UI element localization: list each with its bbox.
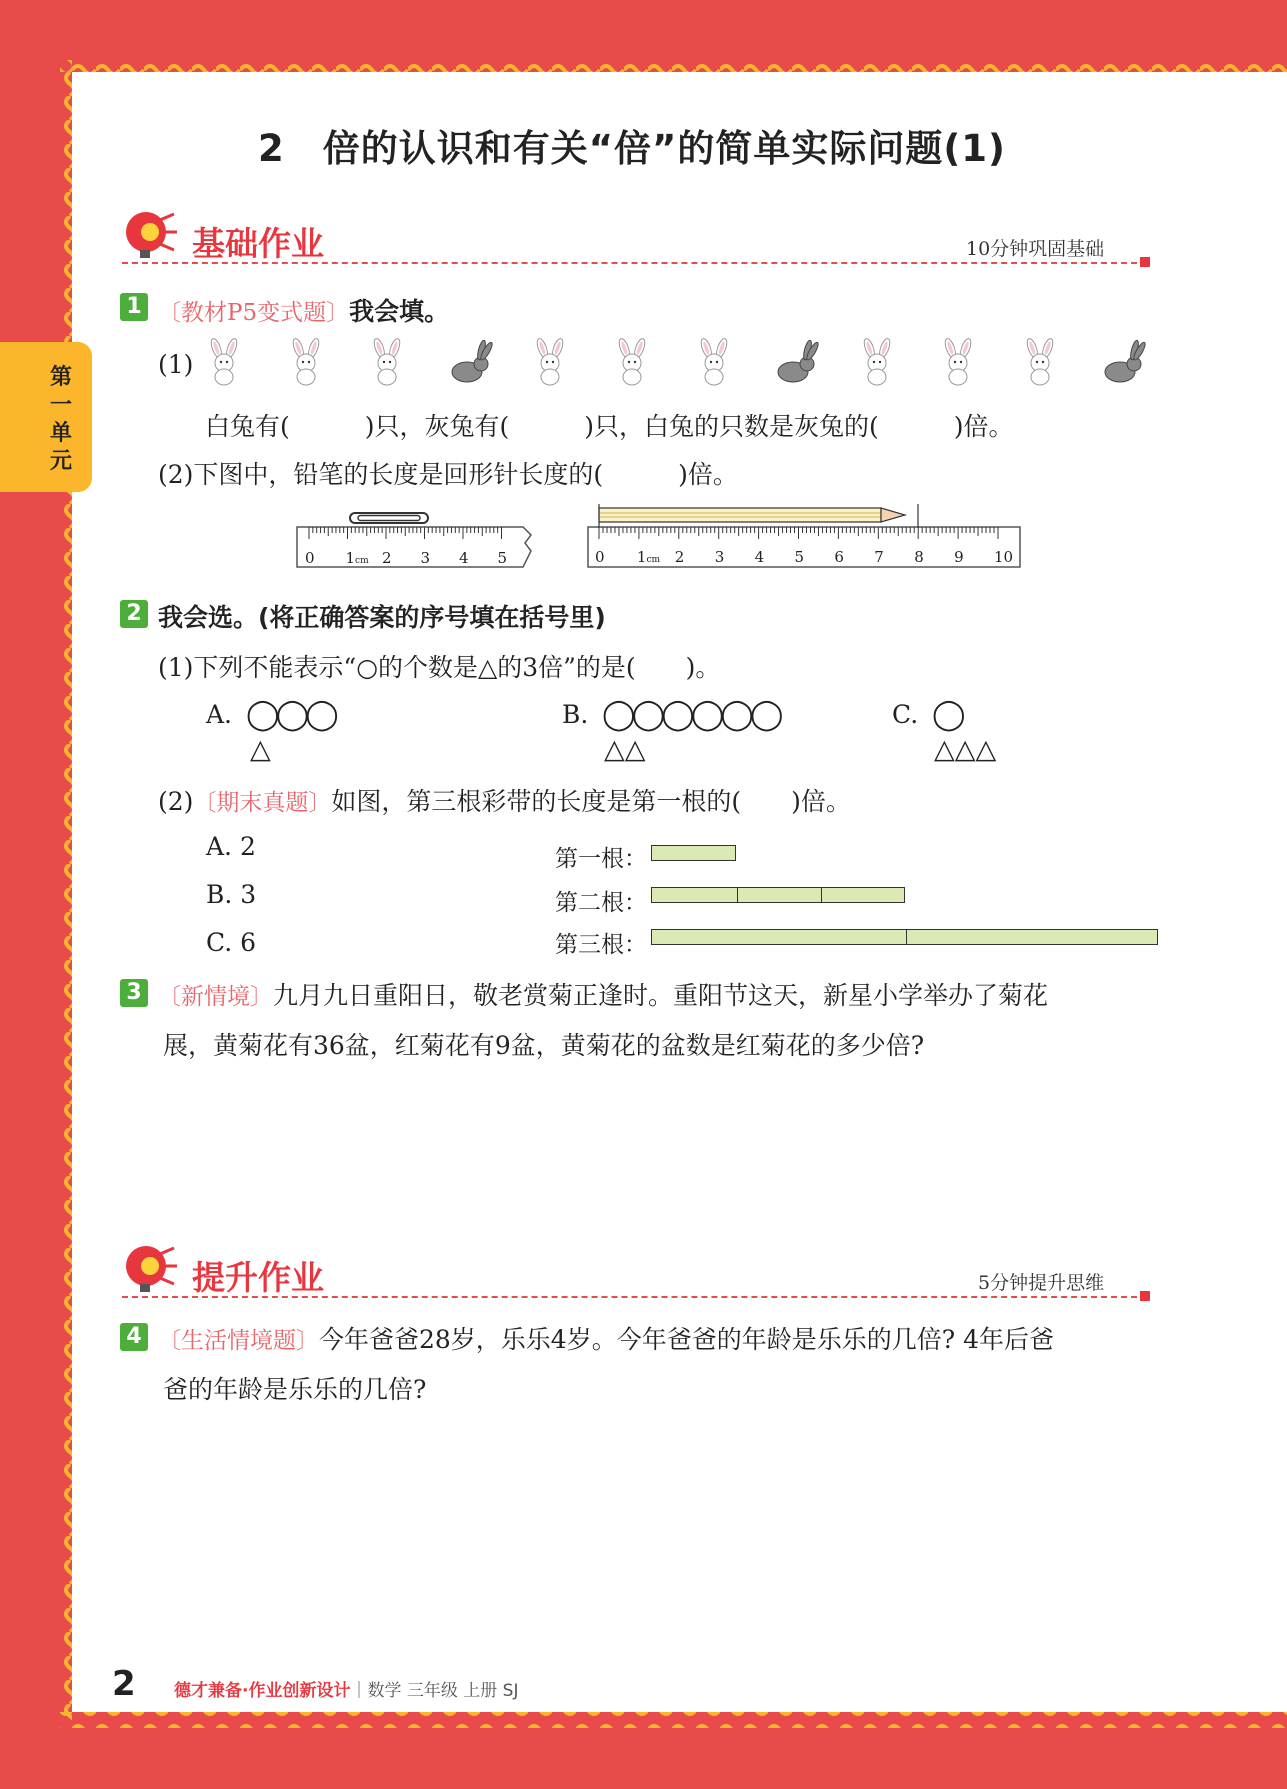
lamp-icon	[120, 1244, 178, 1296]
footer-book-info: ｜数学 三年级 上册 SJ	[350, 1681, 519, 1701]
question-2-badge: 2	[120, 600, 148, 628]
q1-part2-text: (2)下图中，铅笔的长度是回形针长度的( )倍。	[158, 460, 738, 489]
section-advanced-divider	[122, 1296, 1147, 1298]
unit-tab-label: 第一单元	[50, 365, 73, 474]
ruler-tick-label: 5	[794, 548, 805, 566]
gray-rabbit-icon	[445, 338, 493, 386]
divider-end-marker	[1140, 257, 1150, 267]
gray-rabbit-icon	[771, 338, 819, 386]
ruler-tick-label: 1cm	[345, 549, 369, 567]
ribbon-2-label: 第二根：	[555, 890, 647, 916]
ruler-tick-label: 3	[714, 548, 725, 566]
q2-part2-tag: 〔期末真题〕	[193, 790, 332, 816]
ruler-tick-label: 6	[834, 548, 844, 566]
question-4-badge: 4	[120, 1323, 148, 1351]
ribbon-divider	[906, 930, 907, 944]
ruler-tick-label: 5	[497, 549, 508, 567]
footer-info	[174, 1676, 519, 1701]
option-a-circles: ◯◯◯	[246, 697, 335, 732]
q2-part2-label: (2)	[158, 787, 194, 816]
ruler-with-pencil	[587, 502, 1022, 570]
ribbon-2-bar	[651, 887, 905, 903]
question-2-prompt: 我会选。(将正确答案的序号填在括号里)	[158, 603, 606, 632]
paperclip-icon	[350, 513, 428, 523]
ruler-tick-label: 0	[305, 549, 315, 567]
ribbon-1-label: 第一根：	[555, 846, 647, 872]
option-b-label: B.	[562, 700, 589, 729]
white-rabbit-icon	[934, 338, 982, 386]
ruler-tick-label: 4	[754, 548, 765, 566]
choice-b: B. 3	[206, 880, 257, 909]
option-c-label: C.	[892, 700, 919, 729]
rabbit-row	[200, 338, 1160, 388]
white-rabbit-icon	[200, 338, 248, 386]
footer-brand: 德才兼备·作业创新设计	[174, 1681, 351, 1701]
section-basic-note: 10分钟巩固基础	[966, 238, 1105, 260]
question-4-line2: 爸的年龄是乐乐的几倍?	[163, 1375, 427, 1404]
lamp-icon	[120, 210, 178, 262]
option-c-triangles: △△△	[934, 734, 997, 765]
option-c-circles: ◯	[932, 697, 966, 732]
ruler-tick-label: 0	[595, 548, 605, 566]
question-3-badge: 3	[120, 979, 148, 1007]
question-3-line2: 展，黄菊花有36盆，红菊花有9盆，黄菊花的盆数是红菊花的多少倍?	[163, 1031, 925, 1060]
question-1-tag: 〔教材P5变式题〕	[158, 300, 350, 326]
white-rabbit-icon	[282, 338, 330, 386]
question-1-prompt	[158, 292, 449, 328]
page-title: 2 倍的认识和有关“倍”的简单实际问题(1)	[258, 127, 1006, 170]
pencil-icon	[599, 504, 918, 528]
option-b-triangles: △△	[604, 734, 646, 765]
choice-c: C. 6	[206, 928, 257, 957]
option-a-triangles: △	[250, 734, 271, 765]
q2-part2	[158, 782, 851, 818]
question-4-line1	[158, 1320, 1054, 1356]
white-rabbit-icon	[363, 338, 411, 386]
ruler-tick-label: 2	[382, 549, 392, 567]
question-1-text: 我会填。	[349, 297, 450, 326]
section-basic-title: 基础作业	[192, 224, 324, 263]
question-3-line1	[158, 976, 1048, 1012]
white-rabbit-icon	[690, 338, 738, 386]
q2-part2-text: 如图，第三根彩带的长度是第一根的( )倍。	[331, 787, 851, 816]
q1-part1-label: (1)	[158, 350, 194, 379]
ruler-tick-label: 1cm	[636, 548, 661, 566]
q2-part1-text: (1)下列不能表示“○的个数是△的3倍”的是( )。	[158, 653, 721, 682]
ruler-tick-label: 9	[954, 548, 964, 566]
page-number: 2	[112, 1664, 136, 1704]
ribbon-3-bar	[651, 929, 1158, 945]
ruler-tick-label: 10	[994, 548, 1014, 566]
ruler-tick-label: 2	[674, 548, 685, 566]
ruler-tick-label: 8	[914, 548, 924, 566]
white-rabbit-icon	[608, 338, 656, 386]
white-rabbit-icon	[853, 338, 901, 386]
section-basic-divider	[122, 262, 1147, 264]
question-4-tag: 〔生活情境题〕	[158, 1328, 319, 1354]
question-3-text1: 九月九日重阳日，敬老赏菊正逢时。重阳节这天，新星小学举办了菊花	[273, 981, 1049, 1010]
ribbon-1-bar	[651, 845, 736, 861]
ruler-with-paperclip	[295, 505, 535, 570]
divider-end-marker	[1140, 1291, 1150, 1301]
section-advanced-note: 5分钟提升思维	[978, 1272, 1105, 1294]
white-rabbit-icon	[1016, 338, 1064, 386]
ribbon-3-label: 第三根：	[555, 932, 647, 958]
question-1-badge: 1	[120, 293, 148, 321]
choice-a: A. 2	[206, 832, 256, 861]
unit-tab	[0, 342, 92, 492]
option-a-label: A.	[206, 700, 233, 729]
ruler-tick-label: 7	[874, 548, 884, 566]
section-advanced-title: 提升作业	[192, 1258, 324, 1297]
ruler-tick-label: 4	[459, 549, 469, 567]
question-4-text1: 今年爸爸28岁，乐乐4岁。今年爸爸的年龄是乐乐的几倍? 4年后爸	[319, 1325, 1054, 1354]
question-3-tag: 〔新情境〕	[158, 984, 273, 1010]
ribbon-divider	[737, 888, 738, 902]
ribbon-divider	[821, 888, 822, 902]
option-b-circles: ◯◯◯◯◯◯	[602, 697, 780, 732]
q1-part1-text: 白兔有( )只，灰兔有( )只，白兔的只数是灰兔的( )倍。	[205, 412, 1014, 441]
white-rabbit-icon	[526, 338, 574, 386]
gray-rabbit-icon	[1098, 338, 1146, 386]
ruler-tick-label: 3	[420, 549, 431, 567]
